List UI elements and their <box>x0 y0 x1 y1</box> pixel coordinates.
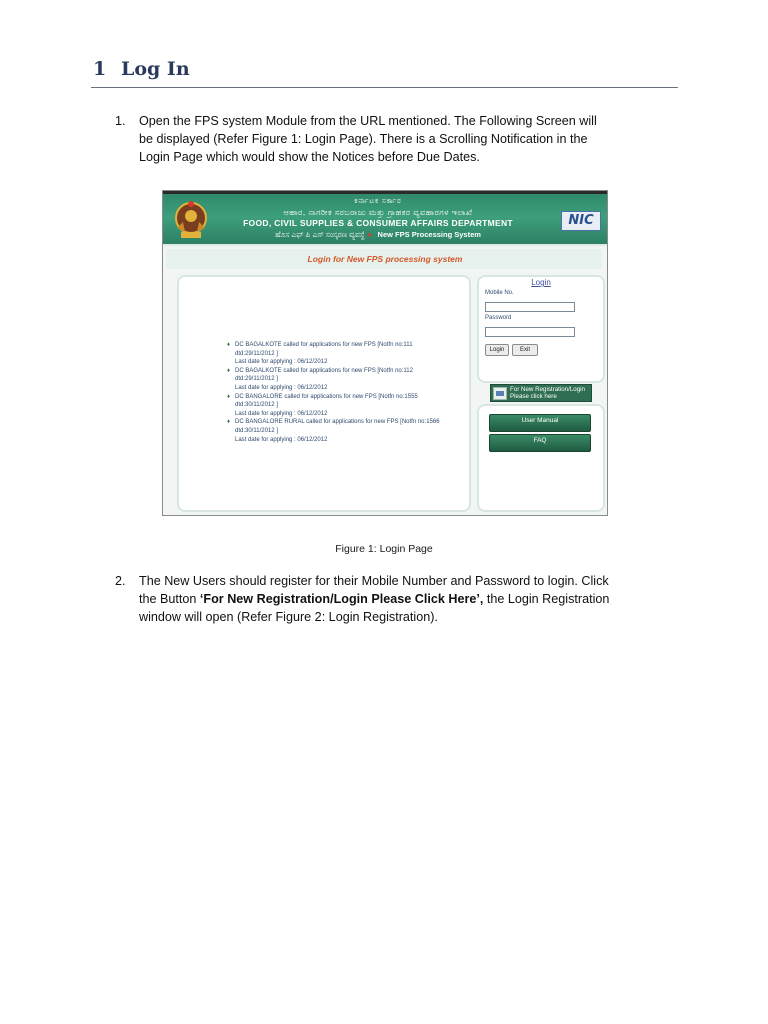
notice-text: DC BANGALORE called for applications for new FPS [Notfn no:1555 dtd:30/11/2012 ] <box>235 393 418 409</box>
section-title: Log In <box>121 58 190 80</box>
login-page-body <box>163 246 607 515</box>
section-heading <box>93 58 190 80</box>
new-registration-button[interactable] <box>490 384 592 402</box>
heading-divider <box>91 87 678 88</box>
step-2-number: 2. <box>115 574 126 588</box>
step-1-line: Login Page which would show the Notices before Due Dates. <box>139 150 480 164</box>
step-1-line: be displayed (Refer Figure 1: Login Page). There is a Scrolling Notification in the <box>139 132 588 146</box>
help-panel <box>477 404 605 512</box>
header-kannada-line-2: ಆಹಾರ, ನಾಗರೀಕ ಸರಬರಾಜು ಮತ್ತು ಗ್ರಾಹಕರ ವ್ಯವಹಾರಗಳ ಇಲಾಖೆ <box>283 208 473 217</box>
step-1-line: Open the FPS system Module from the URL mentioned. The Following Screen will <box>139 114 597 128</box>
header-system-name <box>213 230 543 240</box>
header-department-name: FOOD, CIVIL SUPPLIES & CONSUMER AFFAIRS DEPARTMENT <box>243 218 513 228</box>
system-name-kannada: ಹೊಸ ಎಫ್ ಪಿ ಎಸ್ ಸಂಸ್ಕರಣ ವ್ಯವಸ್ಥೆ <box>275 230 365 239</box>
bullet-icon: ♦ <box>227 393 231 400</box>
login-page-title: Login for New FPS processing system <box>307 254 463 264</box>
notice-text: DC BAGALKOTE called for applications for new FPS [Notfn no:111 dtd:29/11/2012 ] <box>235 342 413 357</box>
notice-list <box>227 341 447 444</box>
registration-icon <box>493 387 507 400</box>
step-2-button-reference: ‘For New Registration/Login Please Click Here’, <box>199 592 484 606</box>
bullet-icon: ♦ <box>227 367 231 374</box>
notice-last-date: Last date for applying : 06/12/2012 <box>235 359 328 366</box>
faq-button[interactable]: FAQ <box>489 434 591 452</box>
bullet-icon: ● <box>366 230 372 239</box>
password-input[interactable] <box>485 327 575 337</box>
step-1-number: 1. <box>115 114 126 128</box>
step-1-text <box>139 112 659 166</box>
login-page-figure <box>162 190 608 516</box>
bullet-icon: ♦ <box>227 419 231 426</box>
step-2-line-2-post: the Login Registration <box>483 592 610 606</box>
department-header <box>163 194 607 246</box>
registration-line-2: Please click here <box>510 393 557 400</box>
scrolling-notice-panel[interactable] <box>177 275 471 512</box>
notice-text: DC BANGALORE RURAL called for applications for new FPS [Notfn no:1566 dtd:30/11/2012 ] <box>235 419 440 434</box>
figure-caption: Figure 1: Login Page <box>335 543 433 555</box>
notice-last-date: Last date for applying : 06/12/2012 <box>235 436 328 443</box>
nic-logo: NIC <box>561 211 601 231</box>
login-panel <box>477 275 605 383</box>
step-2-line: The New Users should register for their Mobile Number and Password to login. Click <box>139 574 609 588</box>
notice-item[interactable] <box>227 341 447 367</box>
section-number: 1 <box>93 58 107 80</box>
registration-text <box>510 386 585 400</box>
notice-text: DC BAGALKOTE called for applications for new FPS [Notfn no:112 dtd:29/11/2012 ] <box>235 367 413 383</box>
user-manual-button[interactable]: User Manual <box>489 414 591 432</box>
header-kannada-line-1: ಕರ್ನಾಟಕ ಸರ್ಕಾರ <box>354 198 402 205</box>
step-2-line <box>139 590 659 608</box>
registration-line-1: For New Registration/Login <box>510 386 585 393</box>
step-2-line-2-pre: the Button <box>139 592 200 606</box>
notice-item[interactable] <box>227 367 447 393</box>
login-heading: Login <box>531 278 551 287</box>
mobile-label: Mobile No. <box>485 290 514 296</box>
notice-item[interactable] <box>227 418 447 444</box>
step-2-text <box>139 572 659 626</box>
system-name-english: New FPS Processing System <box>377 230 481 239</box>
notice-last-date: Last date for applying : 06/12/2012 <box>235 384 328 391</box>
notice-item[interactable] <box>227 393 447 419</box>
password-label: Password <box>485 315 512 321</box>
bullet-icon: ♦ <box>227 342 231 348</box>
notice-last-date: Last date for applying : 06/12/2012 <box>235 410 328 417</box>
step-2-line: window will open (Refer Figure 2: Login Registration). <box>139 610 438 624</box>
exit-button[interactable]: Exit <box>512 344 538 356</box>
login-button[interactable]: Login <box>485 344 509 356</box>
karnataka-emblem-icon <box>169 198 213 242</box>
mobile-input[interactable] <box>485 302 575 312</box>
